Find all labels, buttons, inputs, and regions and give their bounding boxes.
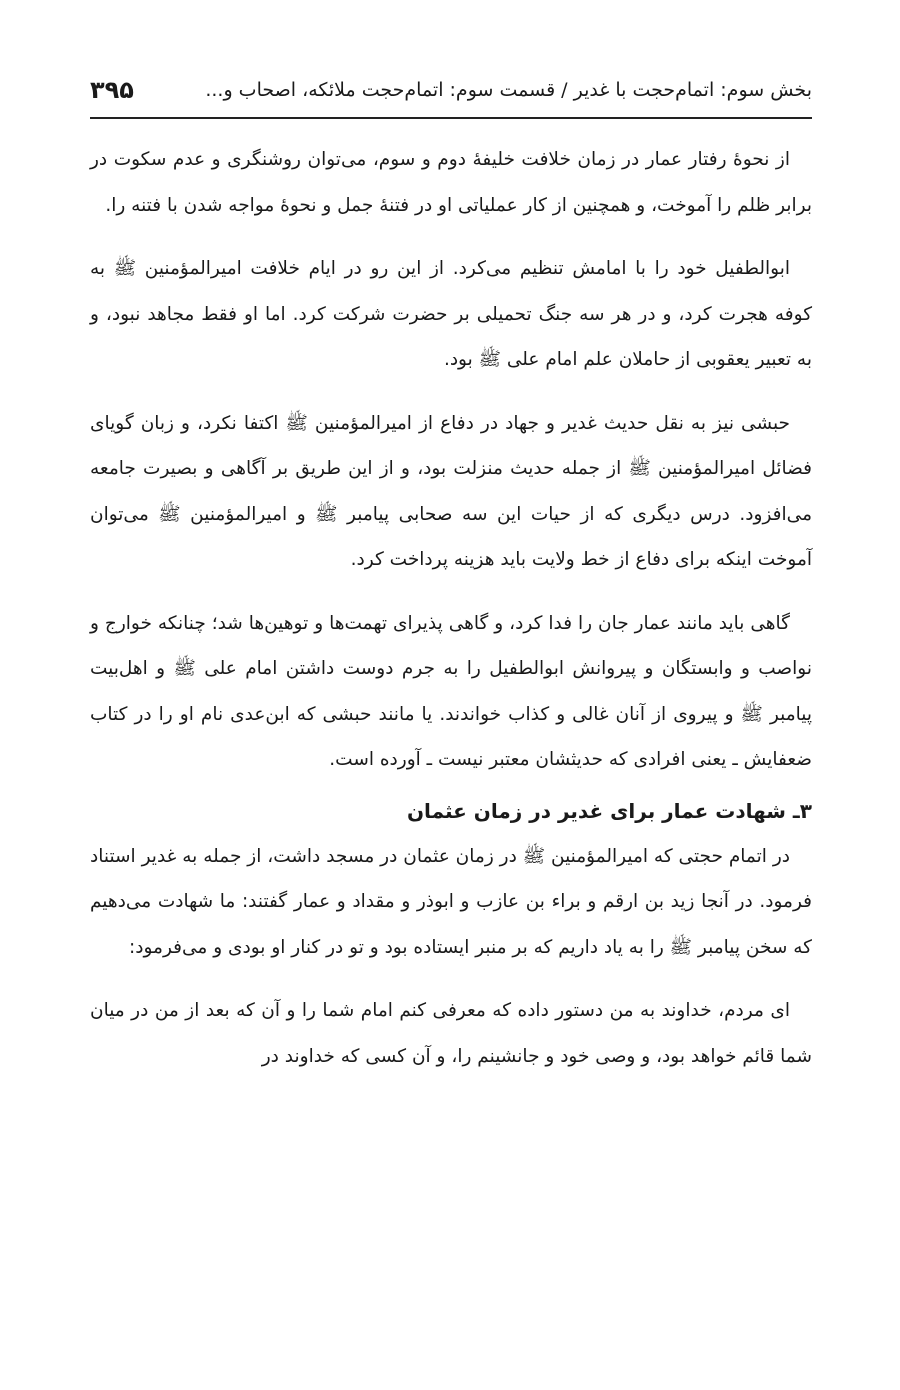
book-page [90, 0, 812, 1390]
header-divider [90, 117, 812, 119]
running-title: بخش سوم: اتمام‌حجت با غدیر / قسمت سوم: اتمام‌حجت ملائکه، اصحاب و... [205, 79, 812, 101]
paragraph: از نحوهٔ رفتار عمار در زمان خلافت خلیفهٔ دوم و سوم، می‌توان روشنگری و عدم سکوت در برابر ظلم را آموخت، و همچنین از کار عملیاتی او در فتنهٔ جمل و نحوهٔ مواجه شدن با فتنه را. [90, 149, 812, 216]
paragraph: ابوالطفیل خود را با امامش تنظیم می‌کرد. از این رو در ایام خلافت امیرالمؤمنین ﷺ به کوفه هجرت کرد، و در هر سه جنگ تحمیلی بر حضرت شرکت کرد. اما او فقط مجاهد نبود، و به تعبیر یعقوبی از حاملان علم امام علی ﷺ بود. [90, 258, 812, 370]
paragraph: در اتمام حجتی که امیرالمؤمنین ﷺ در زمان عثمان در مسجد داشت، از جمله به غدیر استناد فرمود. در آنجا زید بن ارقم و براء بن عازب و ابوذر و مقداد و عمار گفتند: ما شهادت می‌دهیم که سخن پیامبر ﷺ را به یاد داریم که بر منبر ایستاده بود و تو در کنار او بودی و می‌فرمود: [90, 845, 812, 958]
section-heading: ۳ـ شهادت عمار برای غدیر در زمان عثمان [406, 798, 812, 823]
page-header [90, 68, 812, 112]
paragraph: حبشی نیز به نقل حدیث غدیر و جهاد در دفاع از امیرالمؤمنین ﷺ اکتفا نکرد، و زبان گویای فضائل امیرالمؤمنین ﷺ از جمله حدیث منزلت بود، و از این طریق بر آگاهی و بصیرت جامعه می‌افزود. درس دیگری که از حیات این سه صحابی پیامبر ﷺ و امیرالمؤمنین ﷺ می‌توان آموخت اینکه برای دفاع از خط ولایت باید هزینه پرداخت کرد. [90, 412, 812, 570]
page-number: ۳۹۵ [90, 76, 134, 104]
paragraph: گاهی باید مانند عمار جان را فدا کرد، و گاهی پذیرای تهمت‌ها و توهین‌ها شد؛ چنانکه خوارج و نواصب و وابستگان و پیروانش ابوالطفیل را به جرم دوست داشتن امام علی ﷺ و اهل‌بیت پیامبر ﷺ و پیروی از آنان غالی و کذاب خواندند. یا مانند حبشی که ابن‌عدی نام او را در کتاب ضعفایش ـ یعنی افرادی که حدیثشان معتبر نیست ـ آورده است. [90, 612, 812, 770]
paragraph: ای مردم، خداوند به من دستور داده که معرفی کنم امام شما را و آن که بعد از من در میان شما قائم خواهد بود، و وصی خود و جانشینم را، و آن کسی که خداوند در [90, 1000, 812, 1067]
page-body [90, 137, 812, 1079]
